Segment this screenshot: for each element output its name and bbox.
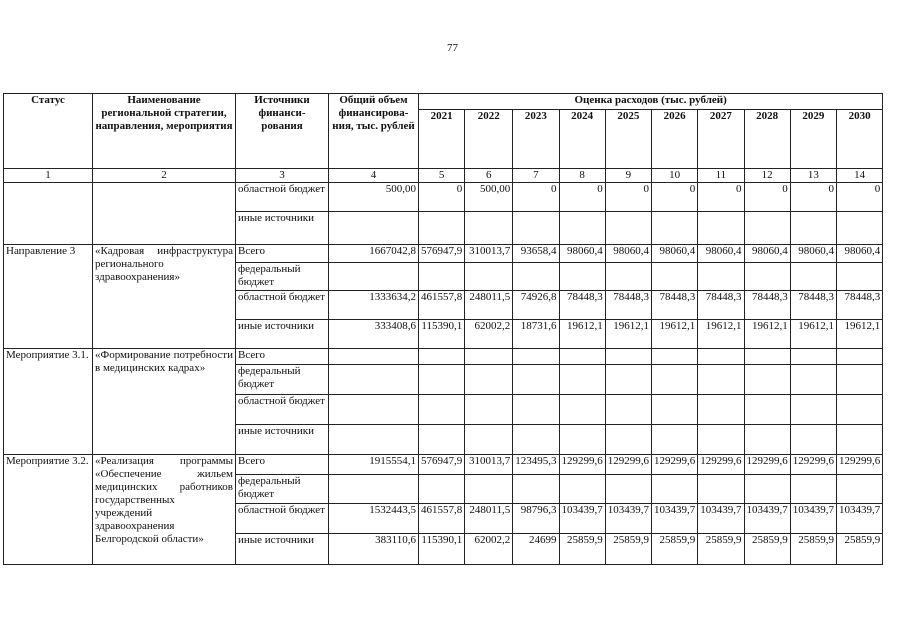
source-cell: областной бюджет	[236, 395, 329, 425]
year-value-cell	[559, 263, 605, 291]
year-value-cell: 78448,3	[790, 291, 836, 320]
total-cell	[329, 349, 419, 365]
year-value-cell: 461557,8	[419, 291, 465, 320]
year-value-cell	[419, 212, 465, 245]
total-cell: 1333634,2	[329, 291, 419, 320]
source-cell: федеральный бюджет	[236, 365, 329, 395]
year-value-cell: 129299,6	[837, 455, 883, 475]
year-value-cell	[837, 212, 883, 245]
year-value-cell	[513, 349, 559, 365]
year-value-cell: 74926,8	[513, 291, 559, 320]
column-index: 2	[93, 169, 236, 183]
table-row	[4, 245, 883, 263]
year-value-cell	[465, 263, 513, 291]
year-value-cell	[744, 263, 790, 291]
year-value-cell	[744, 475, 790, 504]
year-value-cell	[837, 263, 883, 291]
year-value-cell	[744, 365, 790, 395]
year-value-cell	[837, 365, 883, 395]
year-value-cell: 78448,3	[559, 291, 605, 320]
year-value-cell	[790, 212, 836, 245]
year-value-cell	[698, 475, 744, 504]
status-cell: Направление 3	[4, 245, 93, 349]
header-year: 2022	[465, 110, 513, 169]
year-value-cell: 98060,4	[790, 245, 836, 263]
year-value-cell	[698, 425, 744, 455]
year-value-cell	[837, 349, 883, 365]
year-value-cell	[465, 212, 513, 245]
year-value-cell	[744, 212, 790, 245]
year-value-cell	[465, 475, 513, 504]
table-row	[4, 349, 883, 365]
year-value-cell: 115390,1	[419, 320, 465, 349]
total-cell	[329, 395, 419, 425]
year-value-cell	[513, 365, 559, 395]
year-value-cell: 25859,9	[605, 534, 651, 565]
column-index: 12	[744, 169, 790, 183]
year-value-cell: 25859,9	[559, 534, 605, 565]
year-value-cell	[698, 349, 744, 365]
name-cell: «Кадровая инфраструктура регионального здравоохранения»	[93, 245, 236, 349]
year-value-cell	[605, 349, 651, 365]
year-value-cell	[698, 212, 744, 245]
year-value-cell: 19612,1	[837, 320, 883, 349]
year-value-cell	[652, 425, 698, 455]
year-value-cell: 25859,9	[790, 534, 836, 565]
year-value-cell	[790, 263, 836, 291]
year-value-cell: 103439,7	[559, 504, 605, 534]
column-index: 3	[236, 169, 329, 183]
year-value-cell: 0	[744, 183, 790, 212]
year-value-cell	[605, 212, 651, 245]
header-year: 2029	[790, 110, 836, 169]
header-year: 2030	[837, 110, 883, 169]
year-value-cell	[790, 365, 836, 395]
status-cell	[4, 183, 93, 245]
year-value-cell	[465, 365, 513, 395]
year-value-cell: 129299,6	[652, 455, 698, 475]
year-value-cell: 103439,7	[790, 504, 836, 534]
header-year: 2023	[513, 110, 559, 169]
page-number: 77	[447, 42, 458, 54]
year-value-cell	[605, 263, 651, 291]
year-value-cell: 103439,7	[652, 504, 698, 534]
year-value-cell: 78448,3	[837, 291, 883, 320]
table-row	[4, 455, 883, 475]
source-cell: иные источники	[236, 212, 329, 245]
table-row	[4, 183, 883, 212]
header-year: 2027	[698, 110, 744, 169]
year-value-cell: 0	[790, 183, 836, 212]
source-cell: областной бюджет	[236, 291, 329, 320]
year-value-cell: 98060,4	[744, 245, 790, 263]
year-value-cell: 93658,4	[513, 245, 559, 263]
year-value-cell	[652, 212, 698, 245]
year-value-cell	[744, 395, 790, 425]
year-value-cell: 0	[559, 183, 605, 212]
year-value-cell: 129299,6	[698, 455, 744, 475]
total-cell: 1667042,8	[329, 245, 419, 263]
year-value-cell: 0	[513, 183, 559, 212]
year-value-cell: 129299,6	[559, 455, 605, 475]
year-value-cell	[513, 395, 559, 425]
year-value-cell: 0	[652, 183, 698, 212]
year-value-cell	[559, 212, 605, 245]
header-estimate: Оценка расходов (тыс. рублей)	[419, 94, 883, 110]
source-cell: Всего	[236, 245, 329, 263]
year-value-cell: 0	[419, 183, 465, 212]
year-value-cell	[698, 395, 744, 425]
year-value-cell	[605, 395, 651, 425]
total-cell: 1532443,5	[329, 504, 419, 534]
year-value-cell	[652, 395, 698, 425]
year-value-cell	[837, 475, 883, 504]
source-cell: федеральный бюджет	[236, 475, 329, 504]
total-cell	[329, 475, 419, 504]
year-value-cell	[559, 349, 605, 365]
year-value-cell: 248011,5	[465, 291, 513, 320]
year-value-cell	[465, 395, 513, 425]
year-value-cell: 98796,3	[513, 504, 559, 534]
year-value-cell: 576947,9	[419, 455, 465, 475]
year-value-cell	[652, 365, 698, 395]
year-value-cell	[790, 425, 836, 455]
year-value-cell	[513, 425, 559, 455]
year-value-cell	[465, 349, 513, 365]
year-value-cell: 310013,7	[465, 455, 513, 475]
year-value-cell	[419, 365, 465, 395]
year-value-cell: 98060,4	[652, 245, 698, 263]
year-value-cell: 103439,7	[837, 504, 883, 534]
year-value-cell: 25859,9	[837, 534, 883, 565]
column-index: 13	[790, 169, 836, 183]
source-cell: Всего	[236, 349, 329, 365]
column-index: 10	[652, 169, 698, 183]
year-value-cell: 19612,1	[652, 320, 698, 349]
year-value-cell: 62002,2	[465, 534, 513, 565]
year-value-cell	[698, 263, 744, 291]
year-value-cell	[559, 475, 605, 504]
year-value-cell: 78448,3	[744, 291, 790, 320]
total-cell	[329, 365, 419, 395]
year-value-cell: 19612,1	[790, 320, 836, 349]
year-value-cell: 24699	[513, 534, 559, 565]
header-status: Статус	[4, 94, 93, 169]
year-value-cell	[419, 425, 465, 455]
year-value-cell: 500,00	[465, 183, 513, 212]
source-cell: Всего	[236, 455, 329, 475]
year-value-cell: 25859,9	[698, 534, 744, 565]
year-value-cell: 123495,3	[513, 455, 559, 475]
year-value-cell: 18731,6	[513, 320, 559, 349]
year-value-cell	[837, 425, 883, 455]
year-value-cell	[744, 349, 790, 365]
year-value-cell: 98060,4	[698, 245, 744, 263]
year-value-cell: 19612,1	[744, 320, 790, 349]
year-value-cell	[790, 475, 836, 504]
year-value-cell: 25859,9	[652, 534, 698, 565]
year-value-cell	[605, 425, 651, 455]
year-value-cell	[419, 349, 465, 365]
name-cell: «Реализация программы «Обеспечение жильем медицинских работников государственных учреждений здравоохранения Белгородской области»	[93, 455, 236, 565]
year-value-cell: 19612,1	[559, 320, 605, 349]
total-cell	[329, 425, 419, 455]
total-cell: 333408,6	[329, 320, 419, 349]
year-value-cell	[419, 395, 465, 425]
year-value-cell	[605, 475, 651, 504]
column-index: 9	[605, 169, 651, 183]
year-value-cell: 25859,9	[744, 534, 790, 565]
year-value-cell: 0	[837, 183, 883, 212]
year-value-cell	[605, 365, 651, 395]
name-cell: «Формирование потребности в медицинских кадрах»	[93, 349, 236, 455]
year-value-cell	[698, 365, 744, 395]
source-cell: иные источники	[236, 425, 329, 455]
source-cell: иные источники	[236, 320, 329, 349]
year-value-cell	[465, 425, 513, 455]
year-value-cell	[790, 349, 836, 365]
year-value-cell	[559, 395, 605, 425]
year-value-cell: 78448,3	[698, 291, 744, 320]
column-index: 14	[837, 169, 883, 183]
year-value-cell	[790, 395, 836, 425]
source-cell: федеральный бюджет	[236, 263, 329, 291]
year-value-cell	[652, 263, 698, 291]
year-value-cell	[837, 395, 883, 425]
name-cell	[93, 183, 236, 245]
column-index: 6	[465, 169, 513, 183]
year-value-cell: 98060,4	[605, 245, 651, 263]
year-value-cell: 98060,4	[559, 245, 605, 263]
header-year: 2025	[605, 110, 651, 169]
year-value-cell: 103439,7	[698, 504, 744, 534]
total-cell	[329, 263, 419, 291]
year-value-cell: 576947,9	[419, 245, 465, 263]
column-index: 4	[329, 169, 419, 183]
year-value-cell: 115390,1	[419, 534, 465, 565]
year-value-cell	[513, 212, 559, 245]
budget-table	[3, 93, 883, 565]
year-value-cell	[652, 475, 698, 504]
year-value-cell: 129299,6	[605, 455, 651, 475]
year-value-cell: 248011,5	[465, 504, 513, 534]
year-value-cell: 62002,2	[465, 320, 513, 349]
year-value-cell: 98060,4	[837, 245, 883, 263]
header-name: Наименование региональной стратегии, направления, мероприятия	[93, 94, 236, 169]
column-index: 1	[4, 169, 93, 183]
year-value-cell	[513, 475, 559, 504]
source-cell: иные источники	[236, 534, 329, 565]
year-value-cell: 78448,3	[652, 291, 698, 320]
year-value-cell: 19612,1	[698, 320, 744, 349]
source-cell: областной бюджет	[236, 504, 329, 534]
column-index: 7	[513, 169, 559, 183]
year-value-cell: 19612,1	[605, 320, 651, 349]
year-value-cell: 78448,3	[605, 291, 651, 320]
year-value-cell	[652, 349, 698, 365]
column-index: 11	[698, 169, 744, 183]
year-value-cell	[419, 263, 465, 291]
total-cell: 500,00	[329, 183, 419, 212]
year-value-cell: 0	[605, 183, 651, 212]
column-index: 8	[559, 169, 605, 183]
year-value-cell: 129299,6	[744, 455, 790, 475]
year-value-cell	[559, 425, 605, 455]
total-cell	[329, 212, 419, 245]
year-value-cell: 0	[698, 183, 744, 212]
year-value-cell	[559, 365, 605, 395]
column-index: 5	[419, 169, 465, 183]
total-cell: 1915554,1	[329, 455, 419, 475]
year-value-cell: 103439,7	[605, 504, 651, 534]
total-cell: 383110,6	[329, 534, 419, 565]
year-value-cell	[419, 475, 465, 504]
source-cell: областной бюджет	[236, 183, 329, 212]
year-value-cell: 461557,8	[419, 504, 465, 534]
year-value-cell: 129299,6	[790, 455, 836, 475]
header-year: 2026	[652, 110, 698, 169]
header-sources: Источники финанси-рования	[236, 94, 329, 169]
year-value-cell	[513, 263, 559, 291]
header-total: Общий объем финансирова-ния, тыс. рублей	[329, 94, 419, 169]
status-cell: Мероприятие 3.1.	[4, 349, 93, 455]
header-year: 2024	[559, 110, 605, 169]
header-year: 2021	[419, 110, 465, 169]
year-value-cell: 103439,7	[744, 504, 790, 534]
header-year: 2028	[744, 110, 790, 169]
status-cell: Мероприятие 3.2.	[4, 455, 93, 565]
year-value-cell	[744, 425, 790, 455]
year-value-cell: 310013,7	[465, 245, 513, 263]
